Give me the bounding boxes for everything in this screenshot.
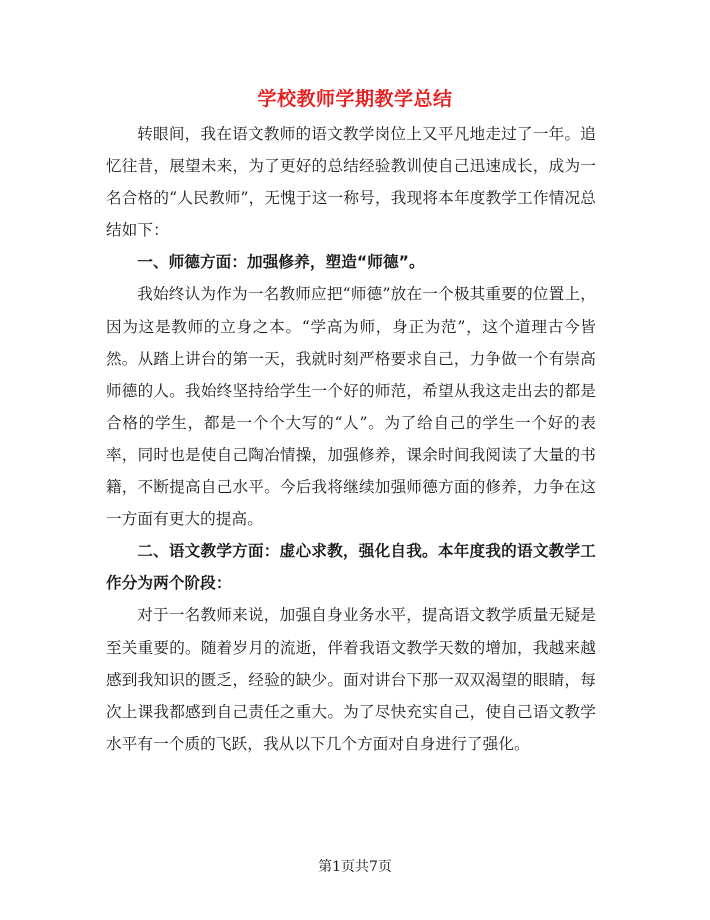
paragraph-ethics: 我始终认为作为一名教师应把“师德”放在一个极其重要的位置上，因为这是教师的立身之本。“学高为师，身正为范”，这个道理古今皆然。从踏上讲台的第一天，我就时刻严格要求自己，力争做一个有崇高师德的人。我始终坚持给学生一个好的师范，希望从我这走出去的都是合格的学生，都是一个个大写的“人”。为了给自己的学生一个好的表率，同时也是使自己陶冶情操，加强修养，课余时间我阅读了大量的书籍，不断提高自己水平。今后我将继续加强师德方面的修养，力争在这一方面有更大的提高。 [106, 285, 596, 529]
paragraph-intro: 转眼间，我在语文教师的语文教学岗位上又平凡地走过了一年。追忆往昔，展望未来，为了更好的总结经验教训使自己迅速成长，成为一名合格的“人民教师”，无愧于这一称号，我现将本年度教学工作情况总结如下： [106, 125, 596, 240]
page-number: 第1页共7页 [318, 859, 392, 875]
section-heading-teaching: 二、语文教学方面：虚心求教，强化自我。本年度我的语文教学工作分为两个阶段： [106, 542, 596, 593]
document-title: 学校教师学期教学总结 [257, 88, 453, 110]
document-body [106, 118, 596, 760]
paragraph-teaching: 对于一名教师来说，加强自身业务水平，提高语文教学质量无疑是至关重要的。随着岁月的流逝，伴着我语文教学天数的增加，我越来越感到我知识的匮乏，经验的缺少。面对讲台下那一双双渴望的眼睛，每次上课我都感到自己责任之重大。为了尽快充实自己，使自己语文教学水平有一个质的飞跃，我从以下几个方面对自身进行了强化。 [106, 606, 596, 753]
section-heading-ethics: 一、师德方面：加强修养，塑造“师德”。 [137, 253, 425, 272]
